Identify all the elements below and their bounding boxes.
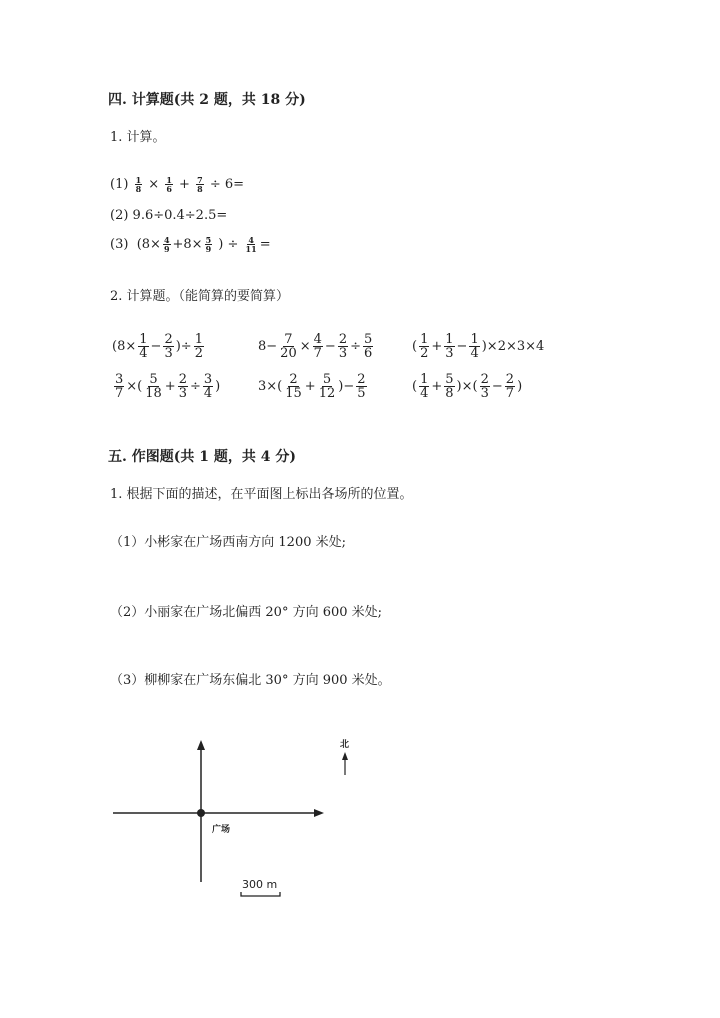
fraction: $\frac{2}{3}$ [480, 372, 489, 401]
fraction: $\frac{1}{4}$ [139, 332, 148, 361]
fraction: $\frac{2}{3}$ [338, 332, 348, 361]
fraction: $\frac{1}{3}$ [445, 332, 454, 361]
description-item-2: （2）小丽家在广场北偏西 20° 方向 600 米处; [110, 605, 383, 620]
scale-label: 300 m [242, 878, 278, 891]
fraction: $\frac{2}{3}$ [178, 372, 187, 401]
operator: + [179, 177, 190, 192]
fraction: $\frac{1}{8}$ [135, 175, 142, 194]
fraction: $\frac{1}{4}$ [470, 332, 479, 361]
fraction: $\frac{1}{2}$ [194, 332, 203, 361]
question-1-label: 1. 计算。 [110, 130, 166, 145]
fraction: $\frac{5}{12}$ [318, 372, 336, 401]
fraction: $\frac{7}{8}$ [197, 175, 203, 194]
north-arrow-icon [342, 752, 348, 760]
item-prefix: (1) [110, 177, 129, 192]
scale-bar [241, 892, 280, 896]
fraction: $\frac{4}{9}$ [163, 235, 170, 254]
fraction: $\frac{2}{5}$ [357, 372, 366, 401]
square-center-point [197, 809, 205, 817]
fraction: $\frac{2}{7}$ [505, 372, 515, 401]
operator: (8× [136, 237, 161, 252]
fraction: $\frac{1}{4}$ [420, 372, 429, 401]
drawing-question-label: 1. 根据下面的描述，在平面图上标出各场所的位置。 [110, 487, 413, 502]
operator: × [148, 177, 160, 192]
fraction: $\frac{2}{3}$ [164, 332, 173, 361]
fraction: $\frac{3}{4}$ [203, 372, 213, 401]
expression-5: 3×( $\frac{2}{15}$ + $\frac{5}{12}$ )− $\frac{2}{5}$ [258, 372, 366, 401]
fraction: $\frac{5}{6}$ [364, 332, 373, 361]
item-prefix: (3) [110, 237, 129, 252]
section-4-title: 四. 计算题(共 2 题，共 18 分) [108, 92, 306, 108]
operator: = [259, 237, 271, 252]
expression-2: 8− $\frac{7}{20}$ × $\frac{4}{7}$ − $\frac{2}{3}$ ÷ $\frac{5}{6}$ [258, 332, 373, 361]
question-2-label: 2. 计算题。（能简算的要简算） [110, 289, 290, 304]
expression-3: ( $\frac{1}{2}$ + $\frac{1}{3}$ − $\frac{1}{4}$ )×2×3×4 [412, 332, 545, 361]
north-axis-arrow-icon [197, 740, 205, 750]
operator: ÷ 6= [209, 177, 245, 192]
fraction: $\frac{5}{8}$ [445, 372, 454, 401]
east-arrow-icon [314, 809, 324, 817]
description-item-1: （1）小彬家在广场西南方向 1200 米处; [110, 535, 346, 550]
fraction: $\frac{4}{7}$ [313, 332, 322, 361]
square-label: 广场 [212, 825, 231, 835]
description-item-3: （3）柳柳家在广场东偏北 30° 方向 900 米处。 [110, 673, 391, 688]
expression-4: $\frac{3}{7}$ ×( $\frac{5}{18}$ + $\frac{2}{3}$ ÷ $\frac{3}{4}$ ) [115, 372, 221, 401]
fraction: $\frac{1}{2}$ [420, 332, 429, 361]
fraction: $\frac{5}{9}$ [205, 235, 212, 254]
north-label: 北 [340, 740, 350, 750]
fraction: $\frac{1}{6}$ [166, 175, 172, 194]
operator: ) ÷ [218, 237, 239, 252]
fraction: $\frac{5}{18}$ [145, 372, 162, 401]
section-5-title: 五. 作图题(共 1 题，共 4 分) [108, 449, 296, 465]
fraction: $\frac{4}{11}$ [245, 235, 257, 254]
expression-6: ( $\frac{1}{4}$ + $\frac{5}{8}$ )×( $\frac{2}{3}$ − $\frac{2}{7}$ ) [412, 372, 523, 401]
expression-1: (8× $\frac{1}{4}$ − $\frac{2}{3}$ )÷ $\frac{1}{2}$ [112, 332, 203, 361]
fraction: $\frac{7}{20}$ [280, 332, 297, 361]
fraction: $\frac{3}{7}$ [115, 372, 124, 401]
calc-item-2: (2) 9.6÷0.4÷2.5= [110, 208, 228, 223]
fraction: $\frac{2}{15}$ [285, 372, 302, 401]
operator: +8× [172, 237, 203, 252]
